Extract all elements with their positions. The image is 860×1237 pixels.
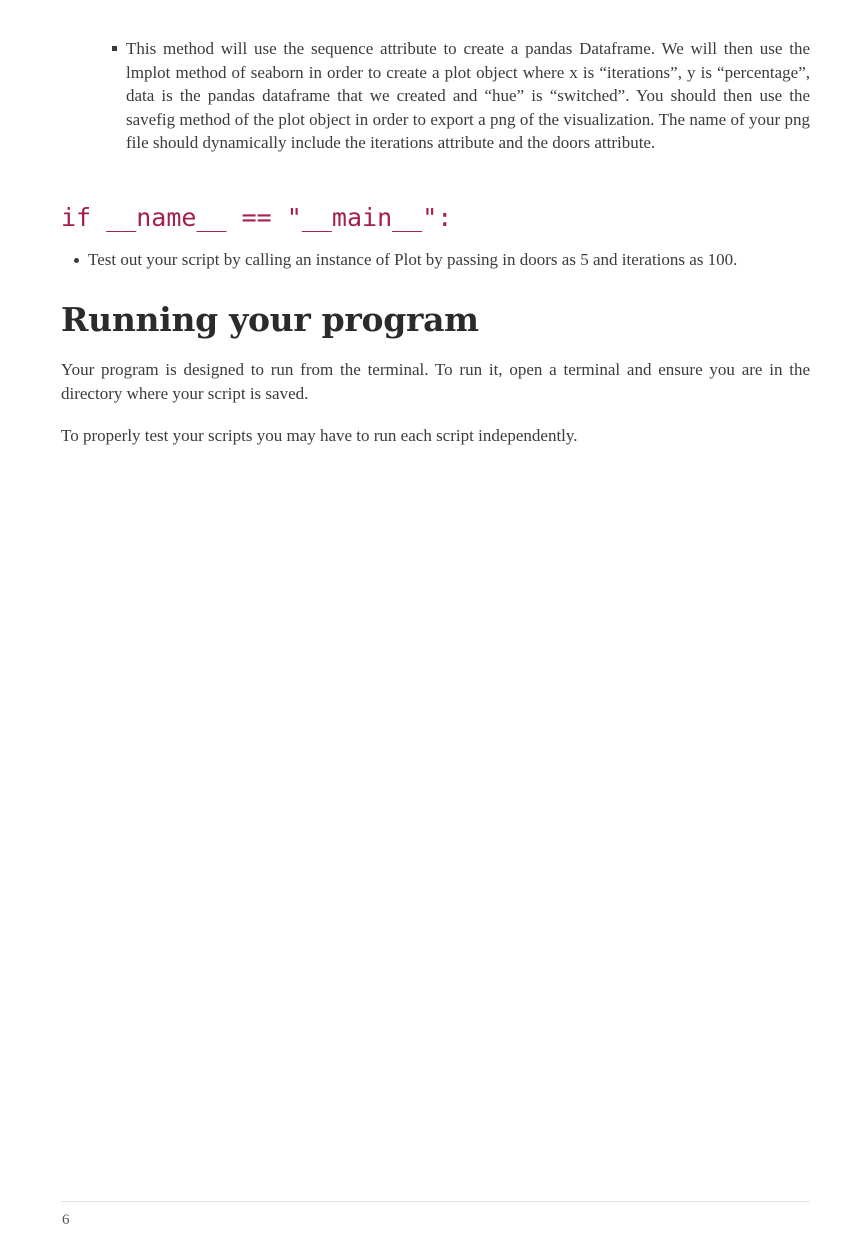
method-description-list [126, 37, 810, 155]
list-item-text: This method will use the sequence attribute to create a pandas Dataframe. We will then use the lmplot method of seaborn in order to create a plot object where x is “iterations”, y is “percentage”, data is the pandas dataframe that we created and “hue” is “switched”. You should then use the savefig method of the plot object in order to export a png of the visualization. The name of your png file should dynamically include the iterations attribute and the doors attribute. [126, 39, 810, 153]
main-guard-heading: if __name__ == "__main__": [61, 203, 453, 232]
page-number: 6 [62, 1212, 70, 1228]
section-title: Running your program [61, 300, 479, 339]
list-item [88, 248, 810, 272]
square-bullet-icon [112, 46, 117, 51]
main-guard-list [88, 248, 810, 272]
list-item [126, 37, 810, 155]
footer-divider [61, 1201, 810, 1202]
paragraph: To properly test your scripts you may have to run each script independently. [61, 426, 578, 445]
bullet-icon [74, 258, 79, 263]
list-item-text: Test out your script by calling an instance of Plot by passing in doors as 5 and iterations as 100. [88, 250, 738, 269]
paragraph: Your program is designed to run from the terminal. To run it, open a terminal and ensure you are in the directory where your script is saved. [61, 360, 810, 403]
